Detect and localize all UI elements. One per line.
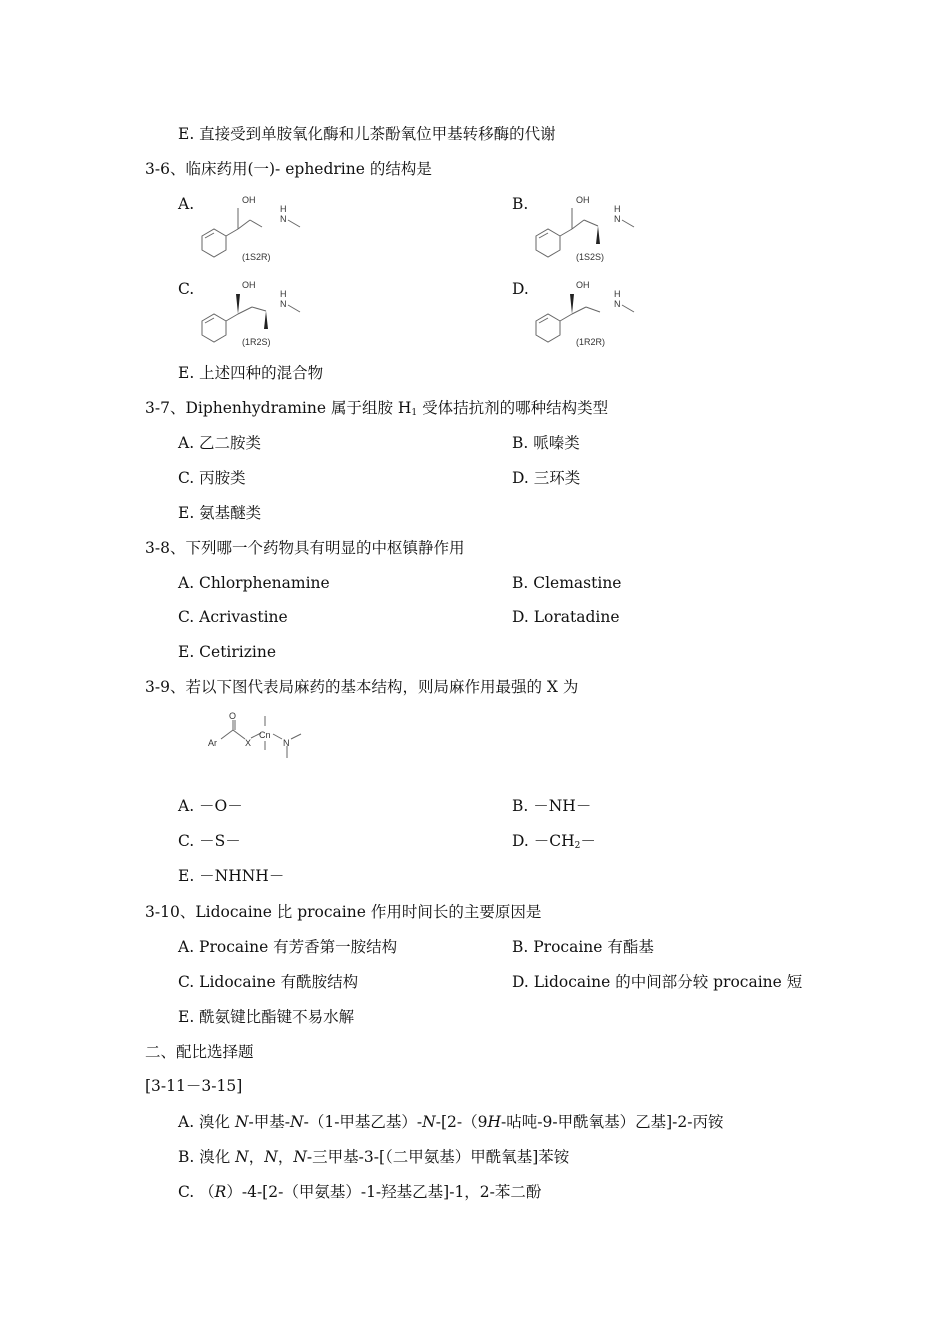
q3-9-option-b: B. －NH－ xyxy=(512,797,592,815)
q3-7-stem-sub: 1 xyxy=(411,408,418,418)
q3-10-stem: 3-10、Lidocaine 比 procaine 作用时间长的主要原因是 xyxy=(145,903,542,921)
q3-9-option-d-pre: D. －CH xyxy=(512,832,575,850)
n-label: N xyxy=(614,214,621,224)
section-2-range: [3-11－3-15] xyxy=(145,1077,243,1095)
text-run: A. 溴化 xyxy=(178,1113,235,1131)
q3-7-option-a: A. 乙二胺类 xyxy=(178,434,262,452)
oh-label: OH xyxy=(242,280,256,290)
q3-6-option-e: E. 上述四种的混合物 xyxy=(178,364,324,382)
q3-6-option-d-structure xyxy=(530,277,640,351)
italic-n: N xyxy=(422,1113,436,1131)
n-label: N xyxy=(280,299,287,309)
text-run: -甲基- xyxy=(248,1113,291,1131)
q3-10-option-d: D. Lidocaine 的中间部分较 procaine 短 xyxy=(512,973,803,991)
q3-6-stem: 3-6、临床药用(一)- ephedrine 的结构是 xyxy=(145,160,432,178)
text-run: B. 溴化 xyxy=(178,1148,236,1166)
italic-n: N xyxy=(293,1148,307,1166)
q3-8-stem: 3-8、下列哪一个药物具有明显的中枢镇静作用 xyxy=(145,539,465,557)
text-run: -（1-甲基乙基）- xyxy=(303,1113,423,1131)
q3-7-stem-post: 受体拮抗剂的哪种结构类型 xyxy=(417,399,609,417)
h-label: H xyxy=(280,289,287,299)
text-run: -[2-（9 xyxy=(435,1113,488,1131)
q3-10-option-a: A. Procaine 有芳香第一胺结构 xyxy=(178,938,398,956)
q3-8-option-b: B. Clemastine xyxy=(512,574,622,592)
q3-6-option-a-config: (1S2R) xyxy=(242,252,271,262)
oh-label: OH xyxy=(576,280,590,290)
section-2-option-a xyxy=(178,1115,723,1131)
cn-label: Cn xyxy=(259,730,271,740)
text-run: ， xyxy=(248,1148,265,1166)
oh-label: OH xyxy=(242,195,256,205)
x-label: X xyxy=(245,738,252,748)
italic-n: N xyxy=(290,1113,304,1131)
text-run: C. （ xyxy=(178,1183,215,1201)
q3-10-option-b: B. Procaine 有酯基 xyxy=(512,938,654,956)
q3-6-option-b-structure xyxy=(530,192,640,266)
q3-10-option-e: E. 酰氨键比酯键不易水解 xyxy=(178,1008,355,1026)
q3-7-option-b: B. 哌嗪类 xyxy=(512,434,580,452)
q3-9-option-d-post: － xyxy=(580,832,596,850)
q3-6-option-c-structure xyxy=(196,277,306,351)
q3-6-option-b-label: B. xyxy=(512,195,529,213)
q3-7-option-c: C. 丙胺类 xyxy=(178,469,246,487)
q3-5-option-e: E. 直接受到单胺氧化酶和儿茶酚氧位甲基转移酶的代谢 xyxy=(178,125,556,143)
italic-n: N xyxy=(234,1113,249,1131)
amine-n-label: N xyxy=(283,738,290,748)
section-2-option-b xyxy=(178,1150,569,1166)
italic-n: N xyxy=(264,1148,278,1166)
text-run: -呫吨-9-甲酰氧基）乙基]-2-丙铵 xyxy=(501,1113,724,1131)
ar-label: Ar xyxy=(208,738,217,748)
q3-7-stem xyxy=(145,401,608,418)
n-label: N xyxy=(280,214,287,224)
q3-6-option-d-label: D. xyxy=(512,280,529,298)
section-2-title: 二、配比选择题 xyxy=(145,1043,254,1061)
q3-7-option-e: E. 氨基醚类 xyxy=(178,504,262,522)
text-run: ， xyxy=(277,1148,294,1166)
q3-6-option-a-structure xyxy=(196,192,306,266)
q3-9-option-d-sub: 2 xyxy=(574,841,581,851)
q3-6-option-c-label: C. xyxy=(178,280,195,298)
q3-9-stem: 3-9、若以下图代表局麻药的基本结构，则局麻作用最强的 X 为 xyxy=(145,678,579,696)
h-label: H xyxy=(280,204,287,214)
q3-6-option-d-config: (1R2R) xyxy=(576,337,606,347)
q3-7-stem-pre: 3-7、Diphenhydramine 属于组胺 H xyxy=(145,399,412,417)
h-label: H xyxy=(614,204,621,214)
carbonyl-o-label: O xyxy=(229,711,237,721)
text-run: -三甲基-3-[（二甲氨基）甲酰氧基]苯铵 xyxy=(306,1148,570,1166)
q3-8-option-e: E. Cetirizine xyxy=(178,643,277,661)
q3-6-option-c-config: (1R2S) xyxy=(242,337,271,347)
q3-7-option-d: D. 三环类 xyxy=(512,469,581,487)
section-2-option-c xyxy=(178,1185,541,1201)
italic-r: R xyxy=(214,1183,227,1201)
q3-9-option-c: C. －S－ xyxy=(178,832,241,850)
italic-n: N xyxy=(235,1148,249,1166)
q3-8-option-d: D. Loratadine xyxy=(512,608,620,626)
oh-label: OH xyxy=(576,195,590,205)
q3-6-option-b-config: (1S2S) xyxy=(576,252,605,262)
text-run: ）-4-[2-（甲氨基）-1-羟基乙基]-1，2-苯二酚 xyxy=(226,1183,542,1201)
n-label: N xyxy=(614,299,621,309)
q3-9-option-e: E. －NHNH－ xyxy=(178,867,285,885)
q3-9-option-d xyxy=(512,834,596,851)
q3-10-option-c: C. Lidocaine 有酰胺结构 xyxy=(178,973,359,991)
h-label: H xyxy=(614,289,621,299)
italic-h: H xyxy=(487,1113,502,1131)
q3-6-option-a-label: A. xyxy=(178,195,195,213)
q3-8-option-a: A. Chlorphenamine xyxy=(178,574,330,592)
q3-9-option-a: A. －O－ xyxy=(178,797,243,815)
q3-9-anesthetic-structure xyxy=(205,708,315,768)
q3-8-option-c: C. Acrivastine xyxy=(178,608,288,626)
